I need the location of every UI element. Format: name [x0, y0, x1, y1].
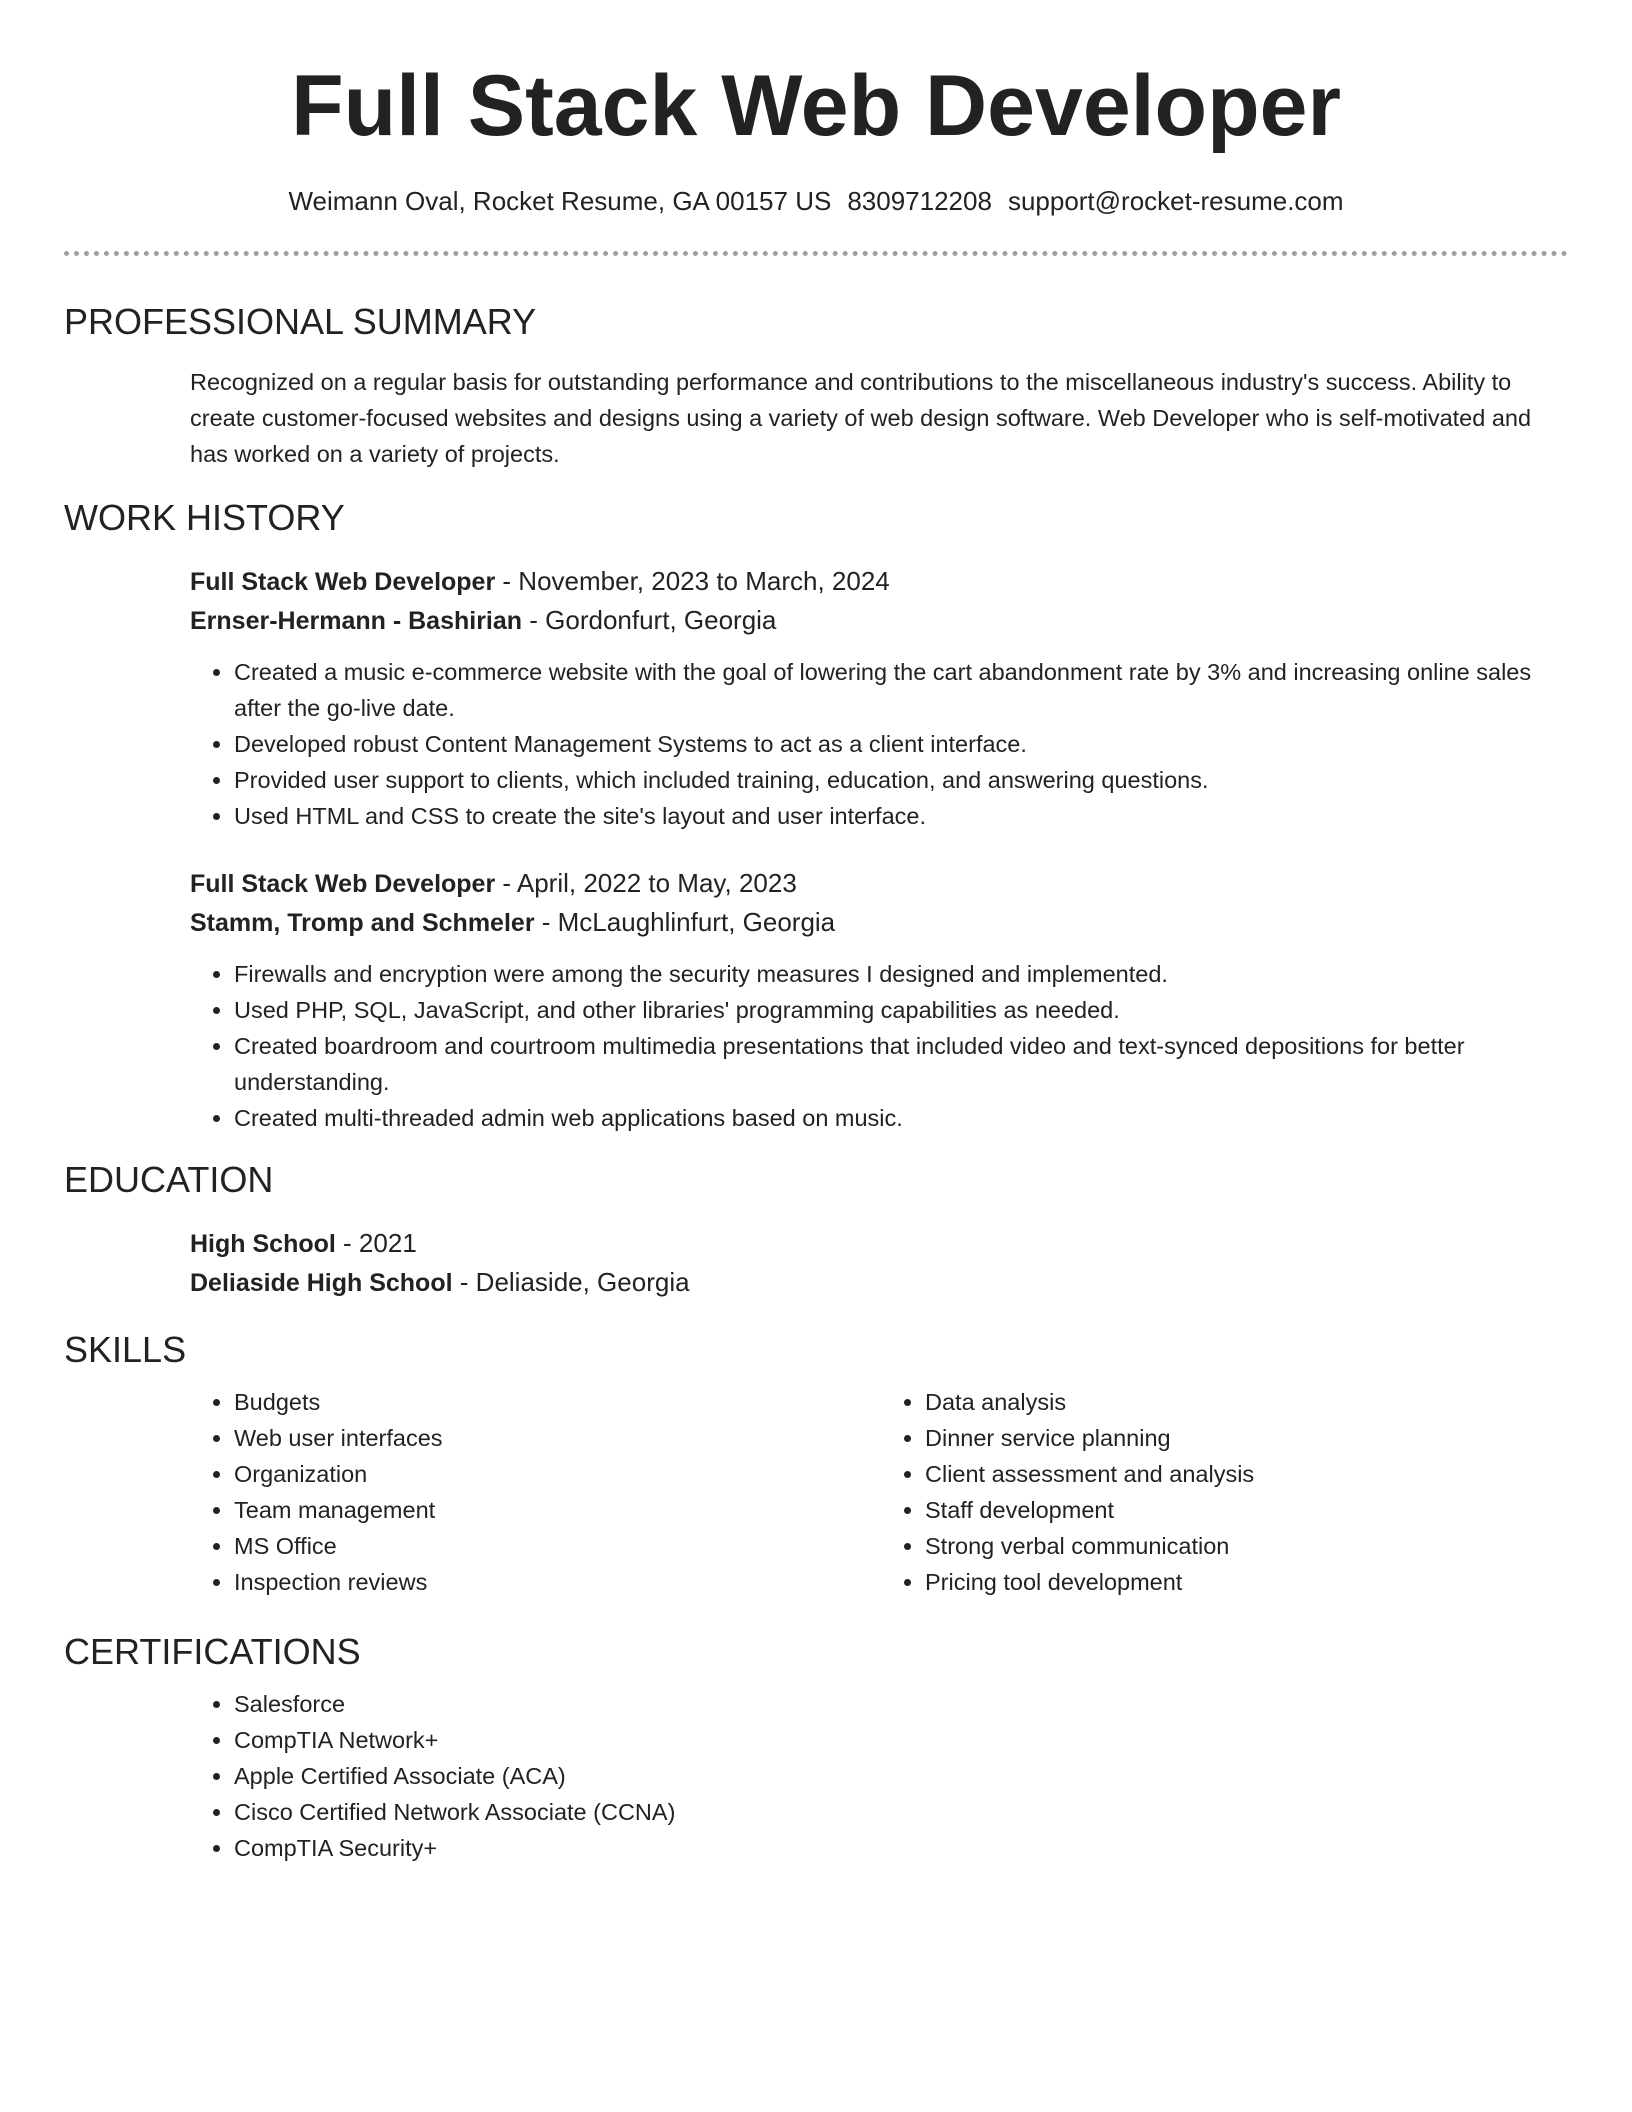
- job-location: - McLaughlinfurt, Georgia: [534, 907, 836, 937]
- summary-section: [190, 364, 1572, 472]
- certification-item: • CompTIA Network+: [234, 1722, 1572, 1758]
- job-location: - Gordonfurt, Georgia: [522, 605, 777, 635]
- resume-title: Full Stack Web Developer: [291, 58, 1341, 154]
- summary-text: Recognized on a regular basis for outstanding performance and contributions to the miscellaneous industry's success. Ability to create customer-focused websites and designs using a variety of web design software. Web Developer who is self-motivated and has worked on a variety of projects.: [190, 369, 1532, 467]
- resume-header: [0, 0, 1632, 217]
- job-bullet: • Firewalls and encryption were among the security measures I designed and implemented.: [234, 956, 1572, 992]
- job-bullets: [190, 654, 1572, 834]
- education-section: [190, 1224, 1572, 1302]
- skill-item: • Budgets: [234, 1384, 881, 1420]
- job-entry: [190, 562, 1572, 834]
- education-degree: High School: [190, 1230, 336, 1258]
- skill-item: • Team management: [234, 1492, 881, 1528]
- skill-item: • Staff development: [925, 1492, 1572, 1528]
- skill-item: • Strong verbal communication: [925, 1528, 1572, 1564]
- skill-item: • Web user interfaces: [234, 1420, 881, 1456]
- job-entry: [190, 864, 1572, 1136]
- work-history-heading: WORK HISTORY: [64, 497, 345, 538]
- skills-section: [190, 1384, 1572, 1600]
- work-history-section: [190, 562, 1572, 1136]
- skills-right-column: [881, 1384, 1572, 1600]
- header-divider: [64, 251, 1568, 256]
- job-dates: - November, 2023 to March, 2024: [495, 566, 890, 596]
- job-bullet: • Created boardroom and courtroom multimedia presentations that included video and text-synced depositions for better understanding.: [234, 1028, 1572, 1100]
- contact-address: Weimann Oval, Rocket Resume, GA 00157 US: [288, 186, 832, 216]
- job-bullet: • Used PHP, SQL, JavaScript, and other libraries' programming capabilities as needed.: [234, 992, 1572, 1028]
- job-title-line: [190, 864, 1572, 903]
- certification-item: • Cisco Certified Network Associate (CCNA): [234, 1794, 1572, 1830]
- summary-heading: PROFESSIONAL SUMMARY: [64, 301, 537, 342]
- skills-left-column: [190, 1384, 881, 1600]
- job-company-line: [190, 601, 1572, 640]
- job-title: Full Stack Web Developer: [190, 870, 496, 898]
- job-bullet: • Created a music e-commerce website with the goal of lowering the cart abandonment rate by 3% and increasing online sales after the go-live date.: [234, 654, 1572, 726]
- skills-heading: SKILLS: [64, 1329, 187, 1370]
- certifications-list: [190, 1686, 1572, 1866]
- skill-item: • Pricing tool development: [925, 1564, 1572, 1600]
- skills-columns: [190, 1384, 1572, 1600]
- contact-email: support@rocket-resume.com: [1007, 186, 1344, 216]
- job-dates: - April, 2022 to May, 2023: [495, 868, 797, 898]
- contact-phone: 8309712208: [847, 186, 992, 216]
- contact-line: [0, 186, 1632, 217]
- job-bullets: [190, 956, 1572, 1136]
- skill-item: • Client assessment and analysis: [925, 1456, 1572, 1492]
- certification-item: • Apple Certified Associate (ACA): [234, 1758, 1572, 1794]
- education-school: Deliaside High School: [190, 1269, 453, 1297]
- education-heading: EDUCATION: [64, 1159, 274, 1200]
- skill-item: • MS Office: [234, 1528, 881, 1564]
- certification-item: • CompTIA Security+: [234, 1830, 1572, 1866]
- education-degree-line: [190, 1224, 1572, 1263]
- skill-item: • Data analysis: [925, 1384, 1572, 1420]
- job-company: Stamm, Tromp and Schmeler: [190, 909, 535, 937]
- job-title-line: [190, 562, 1572, 601]
- job-bullet: • Used HTML and CSS to create the site's layout and user interface.: [234, 798, 1572, 834]
- job-company: Ernser-Hermann - Bashirian: [190, 607, 523, 635]
- job-bullet: • Provided user support to clients, which included training, education, and answering questions.: [234, 762, 1572, 798]
- education-school-line: [190, 1263, 1572, 1302]
- job-title: Full Stack Web Developer: [190, 568, 496, 596]
- skill-item: • Organization: [234, 1456, 881, 1492]
- certification-item: • Salesforce: [234, 1686, 1572, 1722]
- education-location: - Deliaside, Georgia: [452, 1267, 690, 1297]
- skill-item: • Inspection reviews: [234, 1564, 881, 1600]
- job-bullet: • Created multi-threaded admin web applications based on music.: [234, 1100, 1572, 1136]
- certifications-heading: CERTIFICATIONS: [64, 1631, 361, 1672]
- job-bullet: • Developed robust Content Management Systems to act as a client interface.: [234, 726, 1572, 762]
- job-company-line: [190, 903, 1572, 942]
- certifications-section: [190, 1686, 1572, 1866]
- education-year: - 2021: [335, 1228, 417, 1258]
- skill-item: • Dinner service planning: [925, 1420, 1572, 1456]
